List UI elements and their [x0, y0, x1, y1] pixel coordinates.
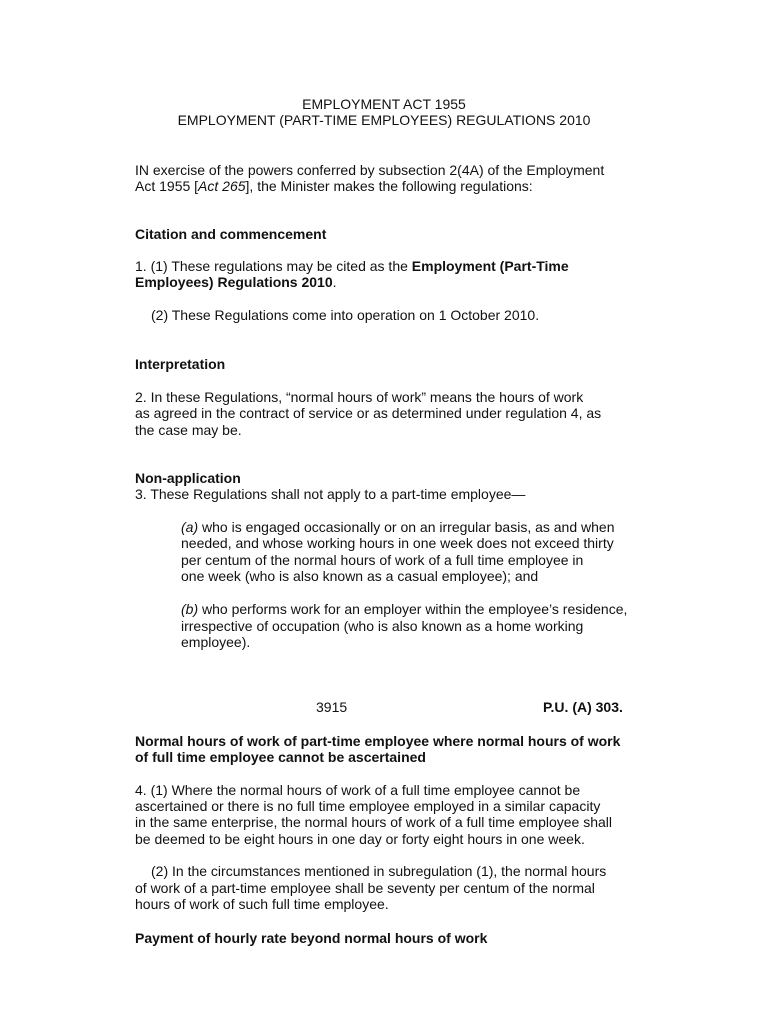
citation-para-1-line-2: Employees) Regulations 2010. [135, 274, 337, 290]
non-application-heading: Non-application [135, 470, 241, 486]
item-b-label: (b) [181, 601, 199, 617]
citation-para-1-line-1: 1. (1) These regulations may be cited as the Employment (Part-Time [135, 258, 569, 274]
normal-hours-heading-line-1: Normal hours of work of part-time employee where normal hours of work [135, 733, 621, 749]
normal-hours-para-1-line-2: ascertained or there is no full time employee employed in a similar capacity [135, 798, 601, 814]
preamble-line-2: Act 1955 [Act 265], the Minister makes the following regulations: [135, 178, 533, 194]
item-a-label: (a) [181, 519, 199, 535]
normal-hours-para-2-line-2: of work of a part-time employee shall be seventy per centum of the normal [135, 880, 595, 896]
item-a-line-4: one week (who is also known as a casual employee); and [181, 568, 539, 584]
normal-hours-para-1-line-4: be deemed to be eight hours in one day or forty eight hours in one week. [135, 831, 585, 847]
interpretation-heading: Interpretation [135, 356, 226, 372]
normal-hours-para-1-line-1: 4. (1) Where the normal hours of work of a full time employee cannot be [135, 782, 581, 798]
page-reference: P.U. (A) 303. [543, 699, 623, 715]
non-application-intro: 3. These Regulations shall not apply to a part-time employee— [135, 486, 526, 502]
citation-para-2: (2) These Regulations come into operation on 1 October 2010. [151, 307, 540, 323]
item-a-line-3: per centum of the normal hours of work of a full time employee in [181, 552, 584, 568]
payment-heading: Payment of hourly rate beyond normal hours of work [135, 930, 488, 946]
citation-heading: Citation and commencement [135, 226, 327, 242]
item-b-line-1: (b) who performs work for an employer within the employee’s residence, [181, 601, 628, 617]
page-number: 3915 [316, 699, 348, 715]
act-title: EMPLOYMENT ACT 1955 [302, 96, 466, 112]
interpretation-line-2: as agreed in the contract of service or as determined under regulation 4, as [135, 405, 602, 421]
normal-hours-para-1-line-3: in the same enterprise, the normal hours of work of a full time employee shall [135, 814, 613, 830]
interpretation-line-3: the case may be. [135, 422, 242, 438]
normal-hours-para-2-line-1: (2) In the circumstances mentioned in subregulation (1), the normal hours [151, 863, 607, 879]
interpretation-line-1: 2. In these Regulations, “normal hours of work” means the hours of work [135, 389, 584, 405]
item-b-line-2: irrespective of occupation (who is also known as a home working [181, 618, 584, 634]
regulations-title: EMPLOYMENT (PART-TIME EMPLOYEES) REGULATIONS 2010 [177, 112, 591, 128]
item-a-line-2: needed, and whose working hours in one week does not exceed thirty [181, 535, 614, 551]
item-a-line-1: (a) who is engaged occasionally or on an irregular basis, as and when [181, 519, 615, 535]
normal-hours-heading-line-2: of full time employee cannot be ascertained [135, 749, 426, 765]
preamble-line-1: IN exercise of the powers conferred by subsection 2(4A) of the Employment [135, 162, 605, 178]
item-b-line-3: employee). [181, 634, 251, 650]
normal-hours-para-2-line-3: hours of work of such full time employee. [135, 896, 389, 912]
